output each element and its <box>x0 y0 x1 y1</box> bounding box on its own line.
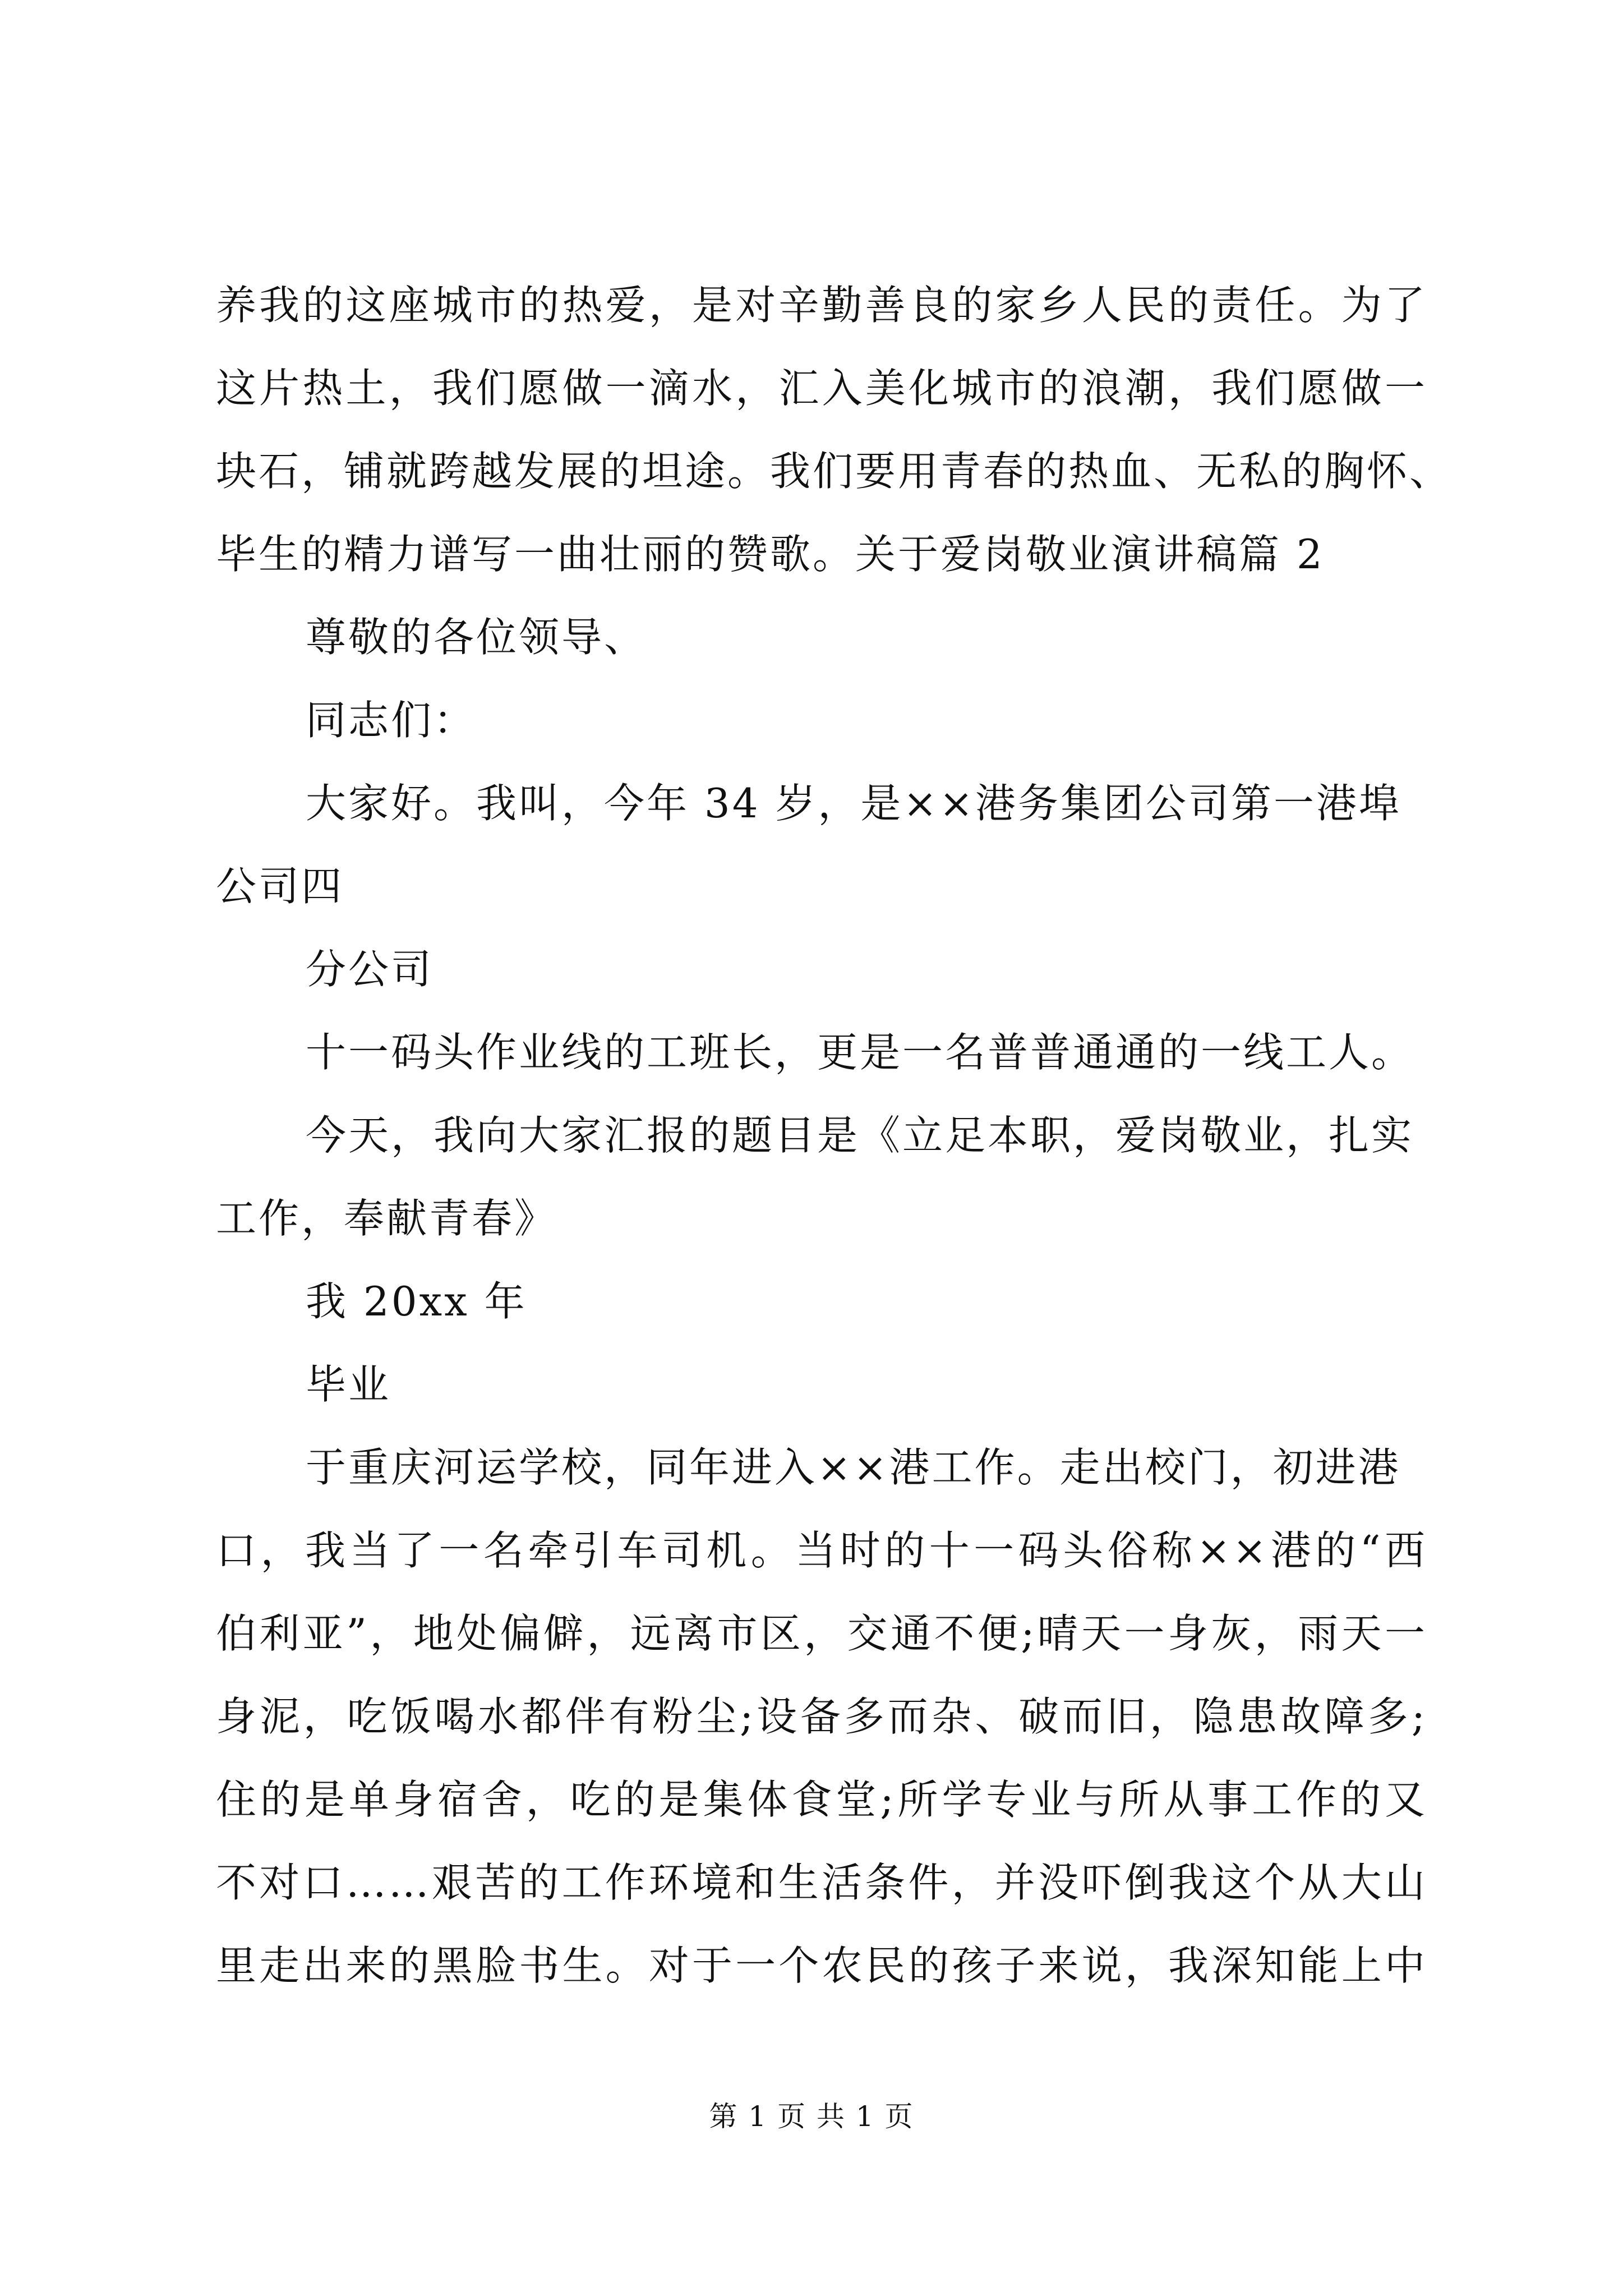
text-line: 不对口……艰苦的工作环境和生活条件，并没吓倒我这个从大山 <box>216 1859 1427 1906</box>
text-line: 十一码头作业线的工班长，更是一名普普通通的一线工人。 <box>306 1029 1414 1076</box>
text-line: 毕业 <box>306 1361 391 1408</box>
text-line: 公司四 <box>216 863 344 910</box>
text-line: 这片热土，我们愿做一滴水，汇入美化城市的浪潮，我们愿做一 <box>216 365 1427 412</box>
text-line: 我 20xx 年 <box>306 1278 527 1325</box>
text-line: 大家好。我叫，今年 34 岁，是××港务集团公司第一港埠 <box>306 780 1402 827</box>
text-line: 伯利亚”，地处偏僻，远离市区，交通不便;晴天一身灰，雨天一 <box>216 1610 1427 1657</box>
page-number-footer: 第 1 页 共 1 页 <box>709 2100 914 2133</box>
text-line: 身泥，吃饭喝水都伴有粉尘;设备多而杂、破而旧，隐患故障多; <box>216 1693 1427 1740</box>
text-line: 尊敬的各位领导、 <box>306 614 647 661</box>
text-line: 口，我当了一名牵引车司机。当时的十一码头俗称××港的“西 <box>216 1527 1427 1574</box>
document-body <box>216 264 1453 2007</box>
text-line: 住的是单身宿舍，吃的是集体食堂;所学专业与所从事工作的又 <box>216 1776 1427 1823</box>
text-line: 块石，铺就跨越发展的坦途。我们要用青春的热血、无私的胸怀、 <box>216 448 1453 495</box>
text-line: 分公司 <box>306 946 434 993</box>
text-line: 同志们： <box>306 697 477 744</box>
text-line: 养我的这座城市的热爱，是对辛勤善良的家乡人民的责任。为了 <box>216 282 1427 329</box>
text-line: 工作，奉献青春》 <box>216 1195 557 1242</box>
text-line: 里走出来的黑脸书生。对于一个农民的孩子来说，我深知能上中 <box>216 1942 1427 1989</box>
text-line: 毕生的精力谱写一曲壮丽的赞歌。关于爱岗敬业演讲稿篇 2 <box>216 531 1325 578</box>
text-line: 于重庆河运学校，同年进入××港工作。走出校门，初进港 <box>306 1444 1401 1491</box>
text-line: 今天，我向大家汇报的题目是《立足本职，爱岗敬业，扎实 <box>306 1112 1414 1159</box>
